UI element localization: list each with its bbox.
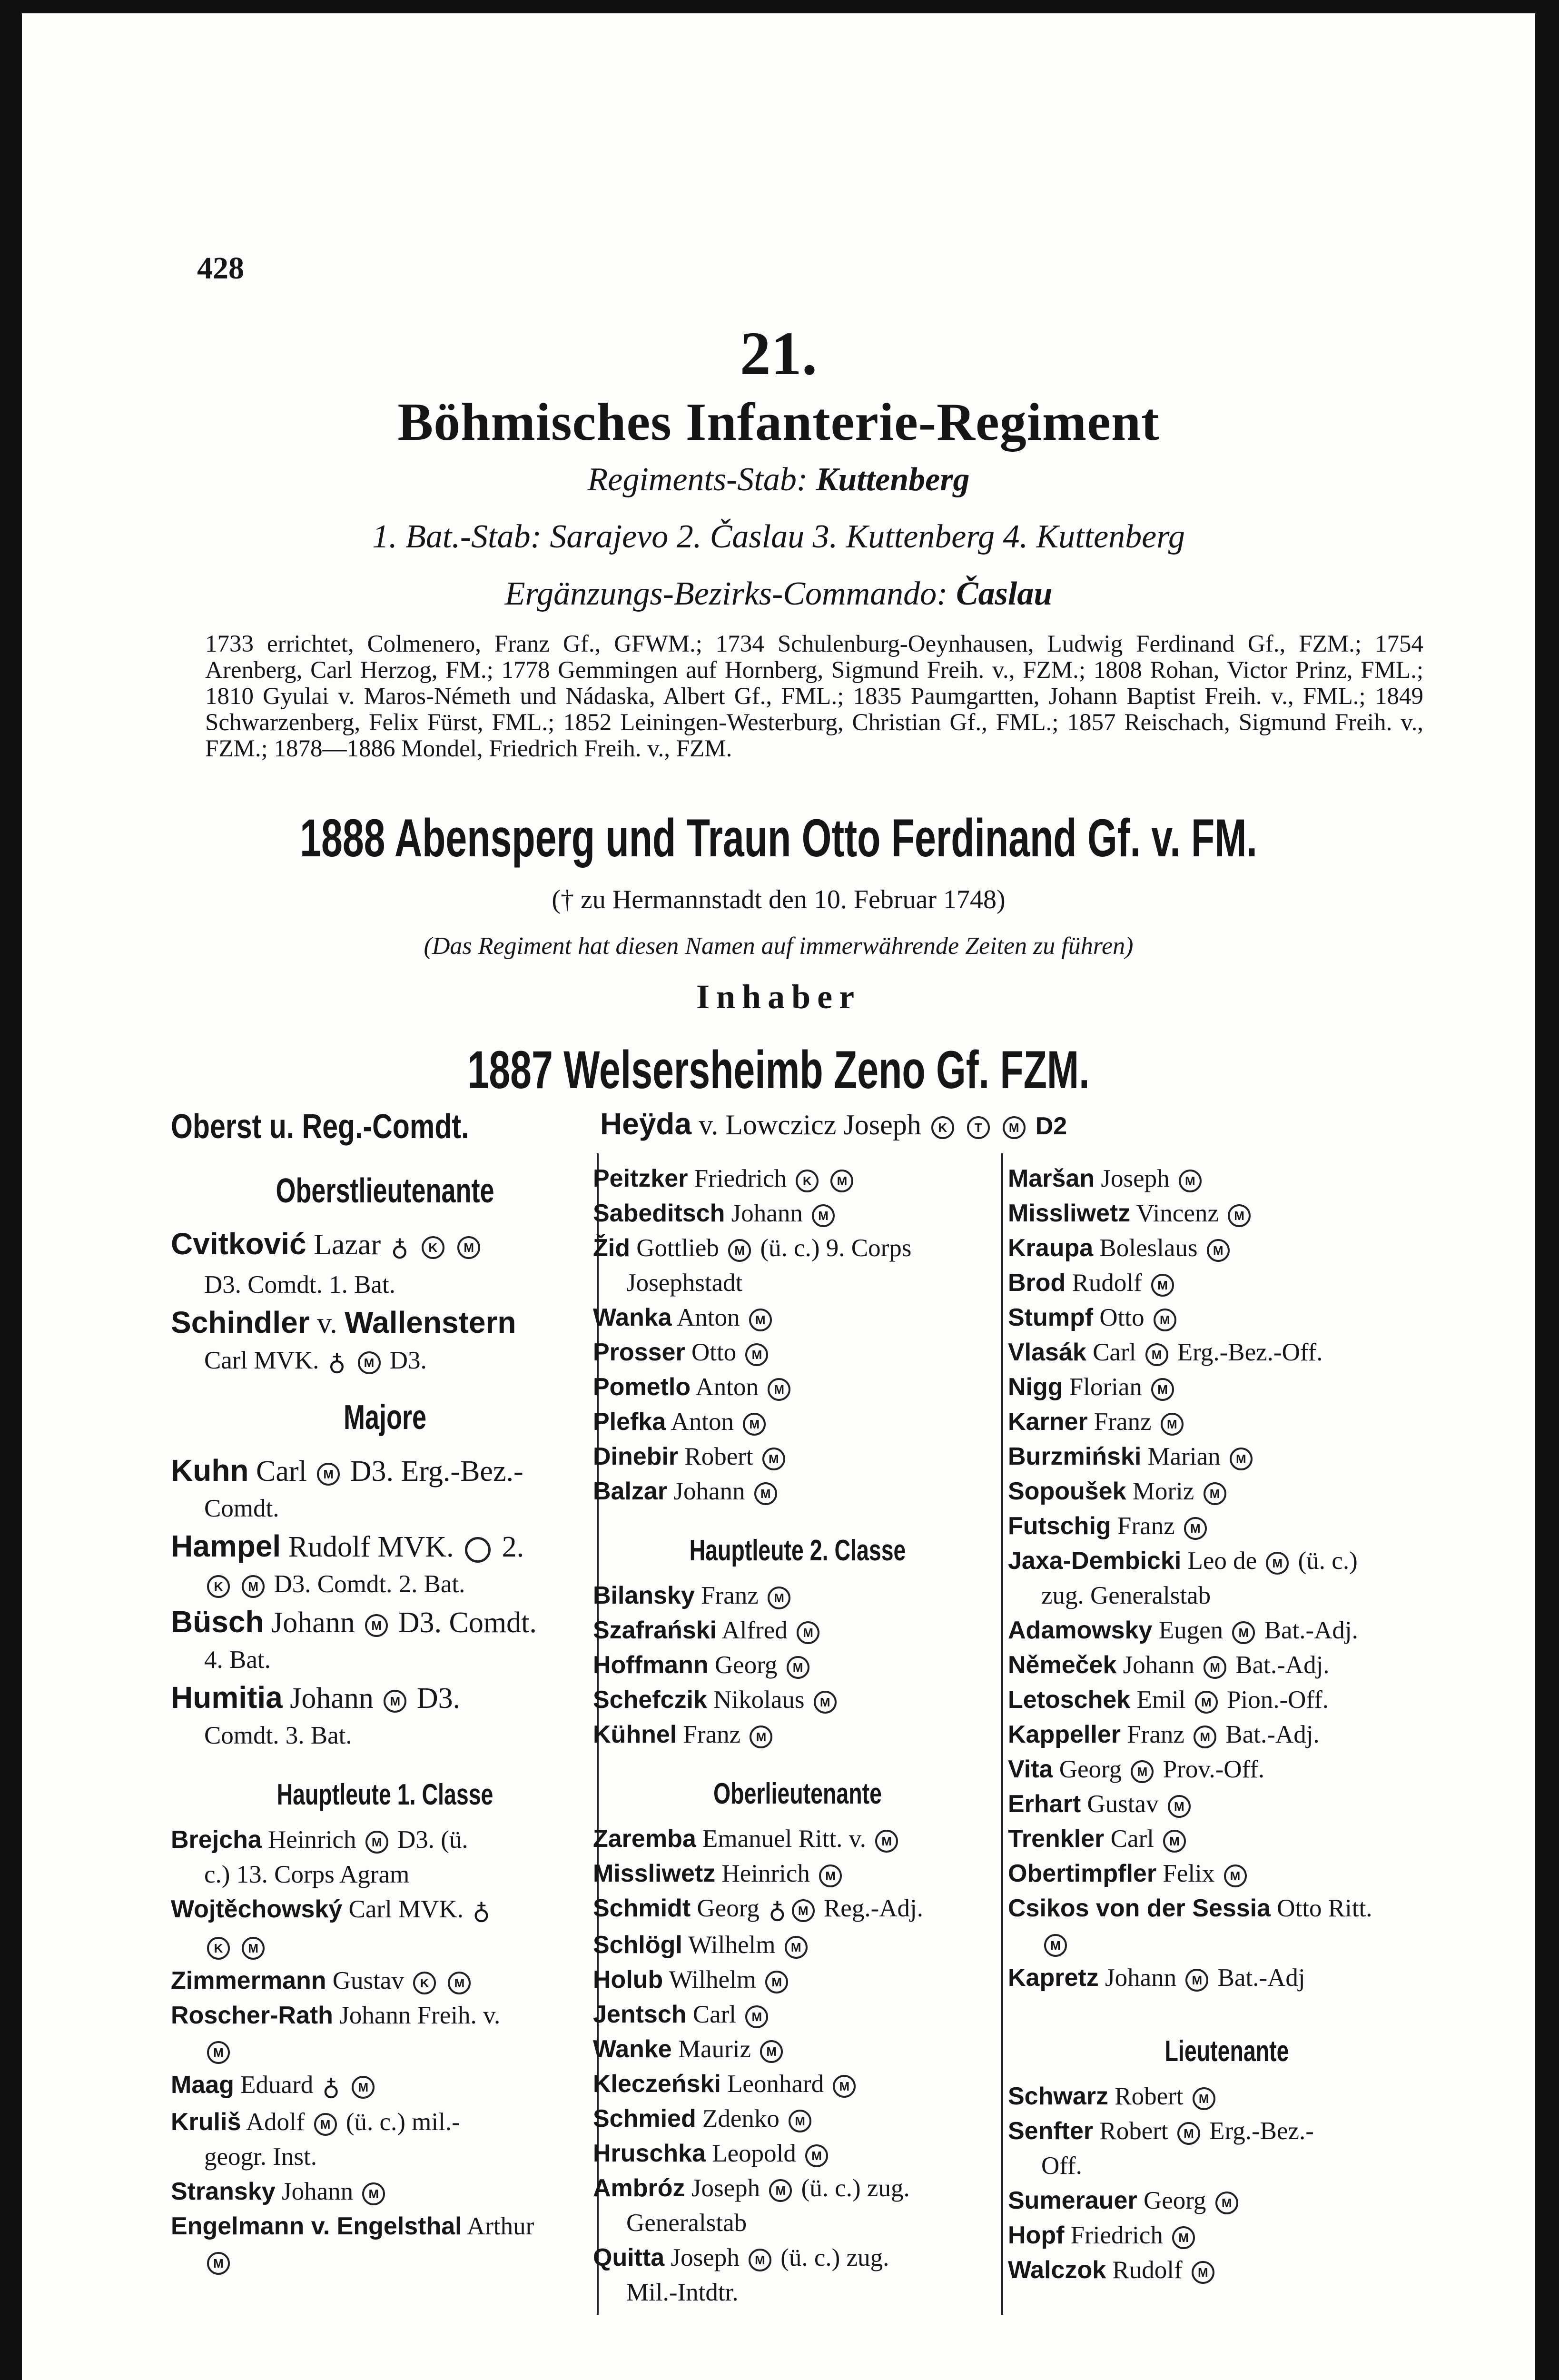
oberst-rest: v. Lowczicz Joseph [699,1109,921,1140]
list-item-continuation: 4. Bat. [204,1646,271,1674]
k-medal-icon: K [931,1116,954,1139]
list-item: Humitia Johann M D3. [171,1680,461,1715]
list-item: Hruschka Leopold M [593,2136,1002,2171]
m-medal-icon: M [819,1864,842,1887]
page-number: 428 [197,251,244,286]
m-medal-icon: M [314,2113,337,2136]
section-leutnante: Lieutenante [1164,2035,1289,2068]
death-note: († zu Hermannstadt den 10. Februar 1748) [552,885,1006,914]
list-item: Schwarz Robert M [1008,2079,1446,2114]
list-item-continuation [171,1929,599,1964]
list-item: Peitzker Friedrich K M [593,1161,1002,1196]
list-item: Wanke Mauriz M [593,2032,1002,2067]
list-item: Wojtěchowský Carl MVK. ♁ [171,1892,599,1929]
m-medal-icon: M [207,2041,230,2064]
m-medal-icon: M [1204,1656,1226,1679]
list-item: Vlasák Carl M Erg.-Bez.-Off. [1008,1339,1323,1366]
list-item: Bilansky Franz M [593,1578,1002,1613]
m-medal-icon: M [358,1351,381,1374]
m-medal-icon: M [1151,1378,1174,1401]
ring-decoration-icon [465,1537,491,1563]
list-item-continuation: Comdt. [204,1495,279,1523]
list-item: Wanka Anton M [593,1300,1002,1335]
m-medal-icon: M [1172,2226,1195,2249]
list-item: Vita Georg M Prov.-Off. [1008,1755,1265,1783]
list-item: Nigg Florian M [1008,1370,1446,1405]
m-medal-icon: M [1195,1691,1218,1714]
list-item: Schlögl Wilhelm M [593,1928,1002,1963]
m-medal-icon: M [1154,1309,1176,1331]
k-medal-icon: K [207,1575,230,1598]
list-item: Jaxa-Dembicki Leo de M (ü. c.) [1008,1547,1358,1575]
section-oberleutnante: Oberlieutenante [713,1777,882,1810]
m-medal-icon: M [242,1937,265,1960]
m-medal-icon: M [745,2005,768,2028]
m-medal-icon: M [833,2075,856,2098]
list-item: Adamowsky Eugen M Bat.-Adj. [1008,1616,1358,1644]
list-item: Schmied Zdenko M [593,2102,1002,2136]
list-item: Pometlo Anton M [593,1370,1002,1405]
list-item: Schmidt Georg ♁ M Reg.-Adj. [593,1891,1002,1928]
m-medal-icon: M [749,2249,771,2271]
m-medal-icon: M [1161,1413,1184,1436]
list-item: Cvitković Lazar ♁ K M [171,1224,599,1268]
staff-line [22,461,1535,499]
list-item: Kuhn Carl M D3. Erg.-Bez.- [171,1453,523,1488]
list-item: Futschig Franz M [1008,1509,1446,1544]
list-item: Schindler v. Wallenstern [171,1305,516,1339]
list-item: Zimmermann Gustav K M [171,1964,599,1998]
list-item: Erhart Gustav M [1008,1787,1446,1822]
m-medal-icon: M [728,1239,751,1262]
m-medal-icon: M [754,1482,777,1505]
district-label: Ergänzungs-Bezirks-Commando: [504,575,948,612]
m-medal-icon: M [384,1690,406,1713]
honorary-name: 1888 Abensperg und Traun Otto Ferdinand Gf. v. FM. [300,808,1257,868]
m-medal-icon: M [1185,1969,1208,1992]
m-medal-icon: M [1177,2122,1200,2145]
column-1 [171,1153,599,2279]
list-item-continuation: Comdt. 3. Bat. [204,1722,352,1750]
m-medal-icon: M [1215,2192,1238,2214]
perpetual-name-note: (Das Regiment hat diesen Namen auf immerwährende Zeiten zu führen) [424,932,1134,960]
list-item: Balzar Johann M [593,1474,1002,1509]
battalions-line: 1. Bat.-Stab: Sarajevo 2. Časlau 3. Kuttenberg 4. Kuttenberg [372,518,1185,555]
m-medal-icon: M [352,2076,375,2099]
list-item: Brejcha Heinrich M D3. (ü. [171,1826,468,1854]
list-item: Sopoušek Moriz M [1008,1474,1446,1509]
list-item: Hoffmann Georg M [593,1648,1002,1683]
oberst-heading: Oberst u. Reg.-Comdt. [171,1108,469,1146]
list-item: Žid Gottlieb M (ü. c.) 9. Corps [593,1234,912,1262]
regiment-history: 1733 errichtet, Colmenero, Franz Gf., GFWM.; 1734 Schulenburg-Oeynhausen, Ludwig Ferdinand Gf., FZM.; 1754 Arenberg, Carl Herzog, FM.; 1778 Gemmingen auf Hornberg, Sigmund Freih. v., FZM.; 1808 Rohan, Victor Prinz, FML.; 1810 Gyulai v. Maros-Németh und Nádaska, Albert Gf., FML.; 1835 Paumgartten, Johann Baptist Freih. v., FML.; 1849 Schwarzenberg, Felix Fürst, FML.; 1852 Leiningen-Westerburg, Christian Gf., FML.; 1857 Reischach, Sigmund Freih. v., FZM.; 1878—1886 Mondel, Friedrich Freih. v., FZM. [205,631,1423,762]
m-medal-icon: M [1131,1760,1154,1783]
list-item: Maršan Joseph M [1008,1161,1446,1196]
m-medal-icon: M [875,1830,898,1853]
cross-decoration-icon: ♁ [328,1349,346,1376]
m-medal-icon: M [768,1378,790,1401]
m-medal-icon: M [1003,1116,1026,1139]
list-item-continuation [171,2033,599,2068]
m-medal-icon: M [765,1971,788,1993]
cross-decoration-icon: ♁ [391,1234,409,1261]
list-item: Prosser Otto M [593,1335,1002,1370]
m-medal-icon: M [1184,1517,1207,1540]
m-medal-icon: M [787,1656,809,1679]
m-medal-icon: M [743,1413,766,1436]
m-medal-icon: M [1194,1726,1216,1748]
list-item: Dinebir Robert M [593,1439,1002,1474]
m-medal-icon: M [365,1614,388,1637]
m-medal-icon: M [805,2144,828,2167]
list-item: Senfter Robert M Erg.-Bez.- [1008,2117,1314,2145]
section-hauptleute-2: Hauptleute 2. Classe [689,1534,906,1567]
list-item-continuation: Generalstab [626,2209,747,2237]
list-item-continuation: K M D3. Comdt. 2. Bat. [171,1567,599,1602]
list-item-continuation: Off. [1041,2152,1082,2180]
list-item-continuation: D3. Comdt. 1. Bat. [204,1270,395,1299]
m-medal-icon: M [1163,1830,1186,1853]
m-medal-icon: M [1044,1934,1067,1957]
inhaber-name: 1887 Welsersheimb Zeno Gf. FZM. [467,1040,1090,1100]
m-medal-icon: M [1193,2087,1215,2110]
list-item: Němeček Johann M Bat.-Adj. [1008,1651,1330,1679]
list-item-continuation [1008,1926,1446,1961]
list-item: Quitta Joseph M (ü. c.) zug. [593,2244,889,2272]
district-location: Časlau [956,575,1053,612]
m-medal-icon: M [242,1575,265,1598]
list-item-continuation: Mil.-Intdtr. [626,2279,739,2307]
m-medal-icon: M [448,1972,471,1994]
m-medal-icon: M [814,1691,837,1714]
list-item: Zaremba Emanuel Ritt. v. M [593,1822,1002,1856]
list-item: Kleczeński Leonhard M [593,2067,1002,2102]
regiment-name: Böhmisches Infanterie-Regiment [397,393,1160,452]
m-medal-icon: M [760,2040,783,2063]
staff-label: Regiments-Stab: [587,461,808,498]
oberst-entry [600,1106,1067,1141]
cross-decoration-icon: ♁ [769,1897,786,1924]
m-medal-icon: M [1145,1343,1168,1366]
list-item: Plefka Anton M [593,1405,1002,1439]
list-item: Letoschek Emil M Pion.-Off. [1008,1686,1329,1714]
list-item-continuation: Carl MVK. ♁ M D3. [171,1343,599,1380]
m-medal-icon: M [750,1726,772,1748]
column-2 [593,1161,1002,2310]
list-item: Burzmiński Marian M [1008,1439,1446,1474]
list-item: Csikos von der Sessia Otto Ritt. [1008,1894,1372,1922]
m-medal-icon: M [792,1899,815,1922]
m-medal-icon: M [749,1309,772,1331]
list-item: Schefczik Nikolaus M [593,1683,1002,1717]
list-item: Holub Wilhelm M [593,1963,1002,1997]
document-page [22,13,1535,2380]
m-medal-icon: M [1230,1448,1253,1470]
m-medal-icon: M [1224,1864,1247,1887]
m-medal-icon: M [362,2182,385,2205]
section-majore: Majore [343,1398,427,1437]
k-medal-icon: K [422,1236,444,1259]
list-item: Jentsch Carl M [593,1997,1002,2032]
section-oberstleutnante: Oberstlieutenante [276,1172,494,1210]
staff-location: Kuttenberg [816,461,970,498]
list-item: Stumpf Otto M [1008,1300,1446,1335]
k-medal-icon: K [413,1972,436,1994]
list-item: Kapretz Johann M Bat.-Adj [1008,1964,1305,1992]
list-item: Missliwetz Heinrich M [593,1856,1002,1891]
list-item: Engelmann v. Engelsthal Arthur [171,2212,534,2240]
cross-decoration-icon: ♁ [473,1898,490,1925]
m-medal-icon: M [1204,1482,1226,1505]
list-item: Roscher-Rath Johann Freih. v. [171,2002,501,2030]
m-medal-icon: M [457,1236,480,1259]
k-medal-icon: K [796,1170,819,1192]
m-medal-icon: M [1151,1274,1174,1297]
m-medal-icon: M [1266,1552,1289,1575]
m-medal-icon: M [769,2179,792,2202]
m-medal-icon: M [1207,1239,1230,1262]
section-hauptleute-1: Hauptleute 1. Classe [276,1778,493,1812]
list-item-continuation: zug. Generalstab [1041,1582,1211,1609]
list-item: Kruliš Adolf M (ü. c.) mil.- [171,2108,460,2136]
m-medal-icon: M [1192,2261,1214,2284]
list-item: Sumerauer Georg M [1008,2183,1446,2218]
list-item-continuation: c.) 13. Corps Agram [204,1861,410,1889]
m-medal-icon: M [317,1463,340,1486]
list-item: Maag Eduard ♁ M [171,2068,599,2104]
m-medal-icon: M [1179,1170,1202,1192]
m-medal-icon: M [768,1587,790,1609]
m-medal-icon: M [365,1831,388,1854]
list-item: Obertimpfler Felix M [1008,1856,1446,1891]
list-item: Stransky Johann M [171,2174,599,2209]
list-item: Hampel Rudolf MVK. 2. [171,1529,524,1564]
m-medal-icon: M [830,1170,853,1192]
m-medal-icon: M [785,1936,808,1959]
cross-decoration-icon: ♁ [322,2073,340,2101]
list-item-continuation [171,2244,599,2279]
list-item-continuation: Josephstadt [626,1269,743,1297]
list-item: Kappeller Franz M Bat.-Adj. [1008,1721,1320,1748]
m-medal-icon: M [207,2252,230,2275]
m-medal-icon: M [812,1204,835,1227]
inhaber-heading: Inhaber [696,978,861,1016]
list-item: Ambróz Joseph M (ü. c.) zug. [593,2174,910,2202]
oberst-name: Heÿda [600,1107,692,1141]
list-item-continuation: geogr. Inst. [204,2142,317,2171]
m-medal-icon: M [1168,1795,1191,1818]
list-item: Kühnel Franz M [593,1717,1002,1752]
m-medal-icon: M [1228,1204,1251,1227]
t-medal-icon: T [967,1116,990,1139]
m-medal-icon: M [762,1448,785,1470]
regiment-number: 21. [740,319,818,388]
list-item: Sabeditsch Johann M [593,1196,1002,1231]
list-item: Hopf Friedrich M [1008,2218,1446,2253]
column-3 [1008,1161,1446,2288]
list-item: Kraupa Boleslaus M [1008,1231,1446,1266]
list-item: Trenkler Carl M [1008,1822,1446,1856]
oberst-decoration: D2 [1035,1112,1067,1140]
list-item: Szafrański Alfred M [593,1613,1002,1648]
list-item: Missliwetz Vincenz M [1008,1196,1446,1231]
m-medal-icon: M [789,2110,811,2132]
m-medal-icon: M [745,1343,768,1366]
district-line [22,575,1535,613]
k-medal-icon: K [207,1937,230,1960]
list-item: Walczok Rudolf M [1008,2253,1446,2288]
m-medal-icon: M [797,1621,819,1644]
list-item: Brod Rudolf M [1008,1266,1446,1300]
list-item: Karner Franz M [1008,1405,1446,1439]
m-medal-icon: M [1232,1621,1255,1644]
list-item: Büsch Johann M D3. Comdt. [171,1605,537,1639]
